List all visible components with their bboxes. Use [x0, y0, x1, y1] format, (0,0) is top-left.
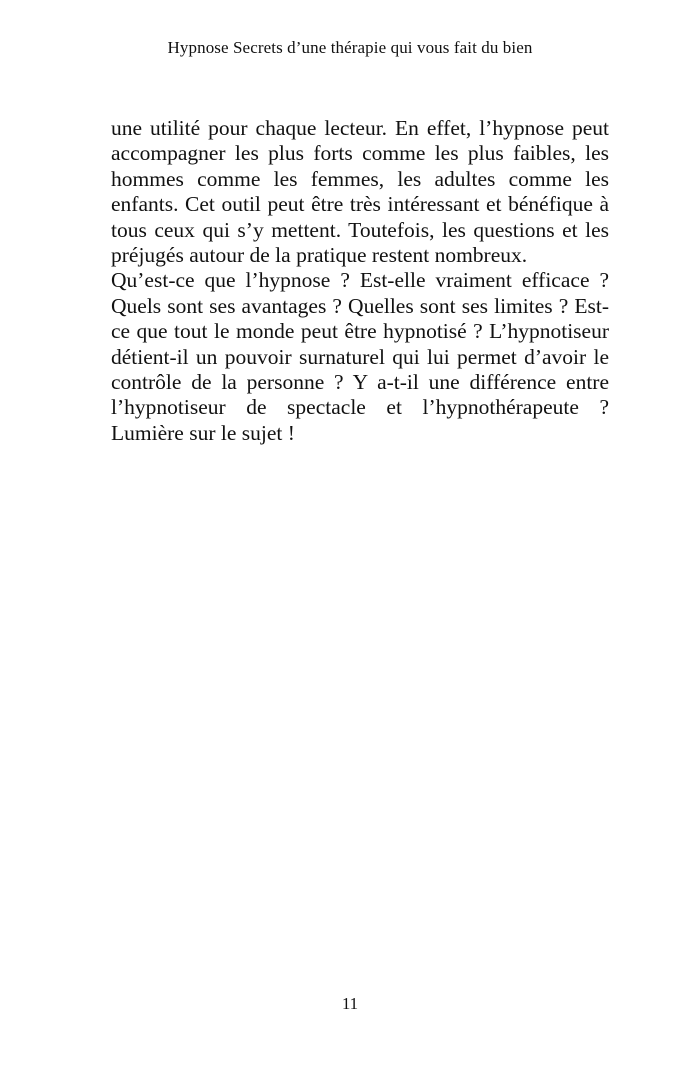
paragraph-2: Qu’est-ce que l’hypnose ? Est-elle vraiment efficace ? Quels sont ses avantages ? Quelles sont ses limites ? Est-ce que tout le monde peut être hypnotisé ? L’hypnotiseur détient-il un pouvoir surnaturel qui lui permet d’avoir le contrôle de la personne ? Y a-t-il une différence entre l’hypnotiseur de spectacle et l’hypnothérapeute ? Lumière sur le sujet ! — [111, 268, 609, 445]
running-header: Hypnose Secrets d’une thérapie qui vous fait du bien — [167, 38, 533, 57]
paragraph-1: une utilité pour chaque lecteur. En effet, l’hypnose peut accompagner les plus forts comme les plus faibles, les hommes comme les femmes, les adultes comme les enfants. Cet outil peut être très intéressant et bénéfique à tous ceux qui s’y mettent. Toutefois, les questions et les préjugés autour de la pratique restent nombreux. — [111, 116, 609, 268]
body-text — [111, 116, 609, 446]
page-number: 11 — [341, 994, 359, 1013]
